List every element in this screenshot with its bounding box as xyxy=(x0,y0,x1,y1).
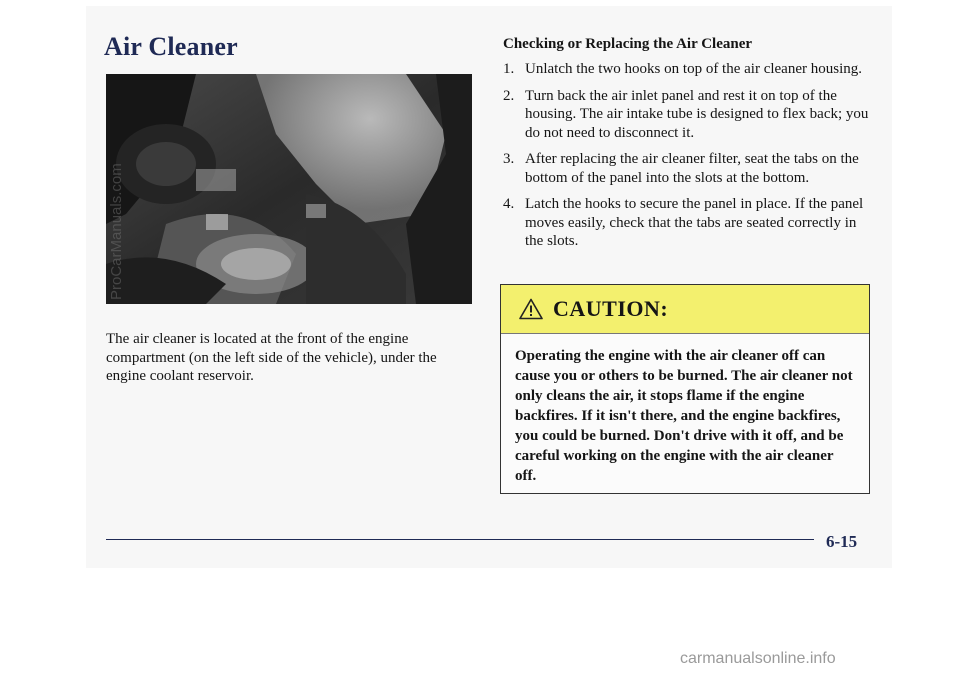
step-item xyxy=(503,87,875,143)
page-number: 6-15 xyxy=(826,532,858,551)
step-text: Latch the hooks to secure the panel in place. If the panel moves easily, check that the tabs are seated correctly in the slots. xyxy=(525,196,864,249)
caution-header xyxy=(501,285,869,334)
step-number: 1. xyxy=(503,61,515,77)
step-text: Unlatch the two hooks on top of the air cleaner housing. xyxy=(525,61,863,77)
bottom-watermark: carmanualsonline.info xyxy=(680,650,836,667)
caution-label: CAUTION: xyxy=(553,296,669,321)
step-text: After replacing the air cleaner filter, seat the tabs on the bottom of the panel into the slots at the bottom. xyxy=(525,151,859,186)
step-item xyxy=(503,150,875,187)
caution-text: Operating the engine with the air cleaner off can cause you or others to be burned. The air cleaner not only cleans the air, it stops flame if the engine backfires. If it isn't there, and the engine backfires, you could be burned. Don't drive with it off, and be careful working on the engine with the air cleaner off. xyxy=(515,348,853,484)
step-item xyxy=(503,195,875,251)
step-number: 2. xyxy=(503,87,515,104)
air-cleaner-location-text: The air cleaner is located at the front of the engine compartment (on the left side of the vehicle), under the engine coolant reservoir. xyxy=(106,331,437,384)
engine-photo xyxy=(106,74,472,304)
steps-list xyxy=(503,60,875,259)
footer-rule xyxy=(106,539,814,540)
section-title: Air Cleaner xyxy=(104,32,238,61)
step-text: Turn back the air inlet panel and rest it on top of the housing. The air intake tube is designed to flex back; you do not need to disconnect it. xyxy=(525,87,869,141)
step-number: 3. xyxy=(503,151,515,167)
step-item xyxy=(503,60,875,79)
checking-heading: Checking or Replacing the Air Cleaner xyxy=(503,36,753,52)
caution-box xyxy=(500,284,870,494)
warning-triangle-icon xyxy=(519,298,543,320)
side-watermark: ProCarManuals.com xyxy=(108,163,125,300)
step-number: 4. xyxy=(503,196,515,212)
